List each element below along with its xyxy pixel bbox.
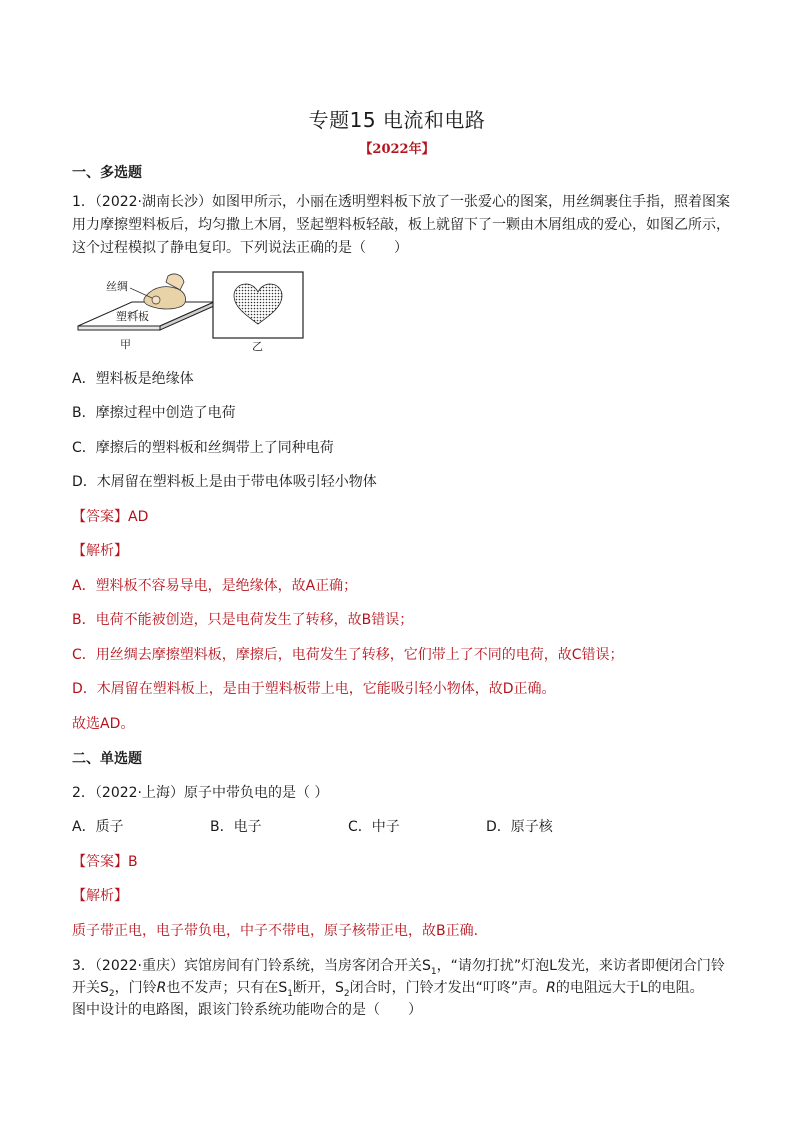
q1-option-d: D．木屑留在塑料板上是由于带电体吸引轻小物体 (72, 474, 377, 490)
year-tag: 【2022年】 (359, 142, 435, 157)
q3-var-r: R (156, 980, 167, 996)
q1-stem-line-3: 这个过程模拟了静电复印。下列说法正确的是（ ） (72, 240, 408, 256)
q2-option-a: A．质子 (72, 819, 124, 835)
section-heading-multi: 一、多选题 (72, 165, 142, 181)
q1-analysis-a: A．塑料板不容易导电，是绝缘体，故A正确； (72, 578, 358, 594)
figure-yi (213, 272, 303, 338)
q3-text: 开关S (72, 980, 109, 996)
q1-analysis-label: 【解析】 (72, 543, 128, 559)
q1-analysis-d: D．木屑留在塑料板上，是由于塑料板带上电，它能吸引轻小物体，故D正确。 (72, 681, 556, 697)
q2-analysis: 质子带正电，电子带负电，中子不带电，原子核带正电，故B正确. (72, 923, 479, 939)
section-heading-single: 二、单选题 (72, 751, 142, 767)
q3-text: 3．（2022·重庆）宾馆房间有门铃系统，当房客闭合开关S (72, 958, 431, 974)
q2-option-d: D．原子核 (486, 819, 553, 835)
caption-jia: 甲 (120, 338, 131, 351)
q1-figure (76, 268, 306, 354)
q3-text: ，“请勿打扰”灯泡L发光，来访者即便闭合门铃 (436, 958, 725, 974)
q1-option-b: B．摩擦过程中创造了电荷 (72, 405, 236, 421)
q2-option-c: C．中子 (348, 819, 400, 835)
q1-analysis-b: B．电荷不能被创造，只是电荷发生了转移，故B错误； (72, 612, 414, 628)
q2-answer (72, 851, 138, 873)
answer-value: AD (128, 509, 149, 525)
label-silk: 丝绸 (106, 280, 128, 293)
q2-analysis-label: 【解析】 (72, 888, 128, 904)
subscript: 2 (108, 988, 115, 999)
label-plastic: 塑料板 (116, 310, 149, 323)
answer-label: 【答案】 (72, 854, 128, 870)
q3-text: 闭合时，门铃才发出“叮咚”声。 (349, 980, 547, 996)
q1-option-c: C．摩擦后的塑料板和丝绸带上了同种电荷 (72, 440, 334, 456)
q1-answer (72, 506, 148, 528)
q3-stem-line-3: 图中设计的电路图，跟该门铃系统功能吻合的是（ ） (72, 1002, 422, 1018)
page-title: 专题15 电流和电路 (308, 108, 486, 132)
q3-text: ，门铃 (114, 980, 157, 996)
subscript: 1 (287, 988, 293, 999)
subscript: 1 (430, 966, 437, 977)
answer-value: B (128, 854, 138, 870)
q1-analysis-c: C．用丝绸去摩擦塑料板，摩擦后，电荷发生了转移，它们带上了不同的电荷，故C错误； (72, 647, 624, 663)
caption-yi: 乙 (252, 340, 263, 353)
q2-stem: 2．（2022·上海）原子中带负电的是（ ） (72, 785, 329, 801)
q3-text: 的电阻远大于L的电阻。 (555, 980, 704, 996)
q1-conclusion: 故选AD。 (72, 716, 135, 732)
q1-stem-line-2: 用力摩擦塑料板后，均匀撒上木屑，竖起塑料板轻敲，板上就留下了一颗由木屑组成的爱心，如图乙所示， (72, 217, 730, 233)
answer-label: 【答案】 (72, 509, 128, 525)
q1-stem-line-1: 1．（2022·湖南长沙）如图甲所示，小丽在透明塑料板下放了一张爱心的图案，用丝绸裹住手指，照着图案 (72, 194, 730, 210)
q1-option-a: A．塑料板是绝缘体 (72, 371, 194, 387)
q3-var-r: R (546, 980, 556, 996)
q3-text: 断开，S (292, 980, 344, 996)
subscript: 2 (343, 988, 350, 999)
q3-text: 也不发声；只有在S (166, 980, 288, 996)
q2-option-b: B．电子 (210, 819, 262, 835)
